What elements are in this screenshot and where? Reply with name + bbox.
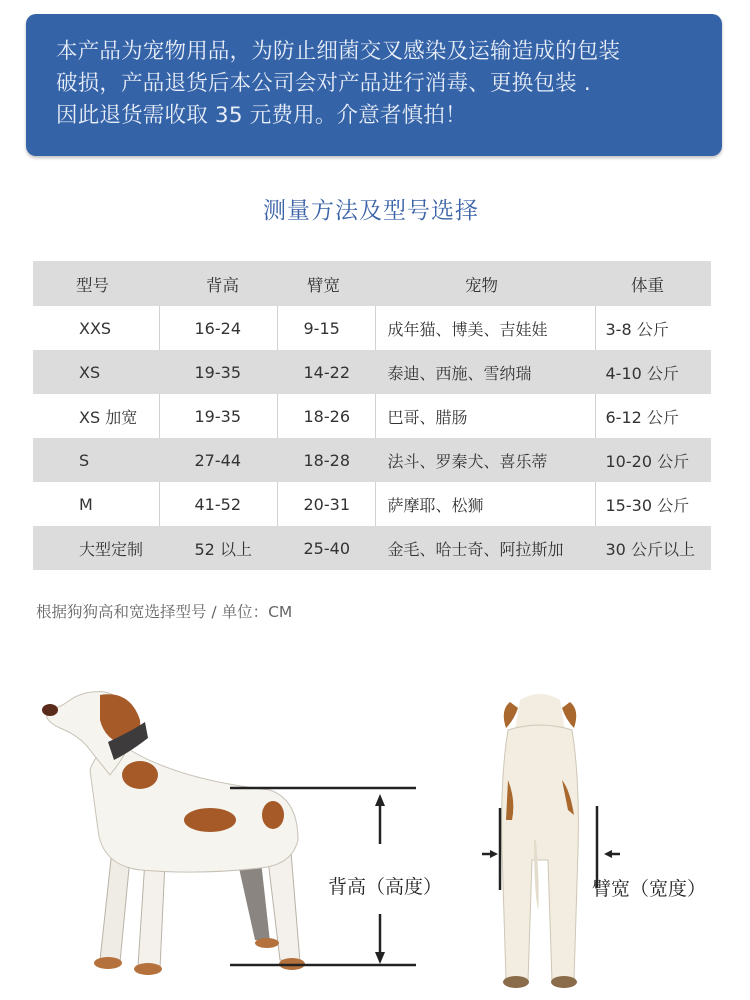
cell-back-height: 52 以上	[159, 526, 277, 570]
cell-back-height: 27-44	[159, 438, 277, 482]
cell-size: XS 加宽	[79, 407, 138, 427]
header-back-height: 背高	[159, 261, 277, 306]
cell-pet: 成年猫、博美、吉娃娃	[375, 306, 595, 350]
notice-line-3: 因此退货需收取 35 元费用。介意者慎拍！	[56, 103, 467, 128]
table-row	[33, 394, 711, 438]
table-row	[33, 438, 711, 482]
cell-weight: 30 公斤以上	[595, 526, 711, 570]
header-pet: 宠物	[375, 261, 595, 306]
cell-back-height: 19-35	[159, 394, 277, 438]
size-table	[33, 261, 711, 570]
table-row	[33, 350, 711, 394]
cell-back-height: 41-52	[159, 482, 277, 526]
cell-size: 大型定制	[33, 526, 159, 570]
cell-hip-width: 20-31	[277, 482, 375, 526]
cell-size: M	[79, 494, 93, 514]
cell-pet: 法斗、罗秦犬、喜乐蒂	[375, 438, 595, 482]
table-row	[33, 526, 711, 570]
cell-weight: 3-8 公斤	[595, 306, 711, 350]
cell-size: XXS	[79, 318, 112, 338]
cell-weight: 10-20 公斤	[595, 438, 711, 482]
cell-weight: 15-30 公斤	[595, 482, 711, 526]
return-notice-banner	[26, 14, 722, 156]
unit-note: 根据狗狗高和宽选择型号 / 单位：CM	[36, 603, 293, 621]
back-height-label: 背高（高度）	[328, 876, 443, 898]
measurement-figure	[30, 680, 730, 980]
cell-size: XS	[33, 350, 159, 394]
notice-line-2: 破损，产品退货后本公司会对产品进行消毒、更换包装 .	[56, 71, 591, 96]
cell-hip-width: 18-28	[277, 438, 375, 482]
header-weight: 体重	[595, 261, 711, 306]
cell-hip-width: 14-22	[277, 350, 375, 394]
hip-width-label: 臂宽（宽度）	[592, 878, 707, 900]
cell-pet: 泰迪、西施、雪纳瑞	[375, 350, 595, 394]
cell-pet: 巴哥、腊肠	[375, 394, 595, 438]
header-hip-width: 臂宽	[277, 261, 375, 306]
cell-back-height: 19-35	[159, 350, 277, 394]
table-header-row	[33, 261, 711, 306]
cell-hip-width: 18-26	[277, 394, 375, 438]
cell-back-height: 16-24	[159, 306, 277, 350]
table-row	[33, 306, 711, 350]
cell-pet: 萨摩耶、松狮	[375, 482, 595, 526]
header-size: 型号	[33, 261, 159, 306]
cell-hip-width: 25-40	[277, 526, 375, 570]
notice-text	[56, 36, 706, 132]
section-title: 测量方法及型号选择	[263, 198, 479, 224]
cell-size: S	[33, 438, 159, 482]
cell-pet: 金毛、哈士奇、阿拉斯加	[375, 526, 595, 570]
cell-hip-width: 9-15	[277, 306, 375, 350]
notice-line-1: 本产品为宠物用品，为防止细菌交叉感染及运输造成的包装	[56, 39, 621, 64]
cell-weight: 4-10 公斤	[595, 350, 711, 394]
cell-weight: 6-12 公斤	[595, 394, 711, 438]
table-row	[33, 482, 711, 526]
